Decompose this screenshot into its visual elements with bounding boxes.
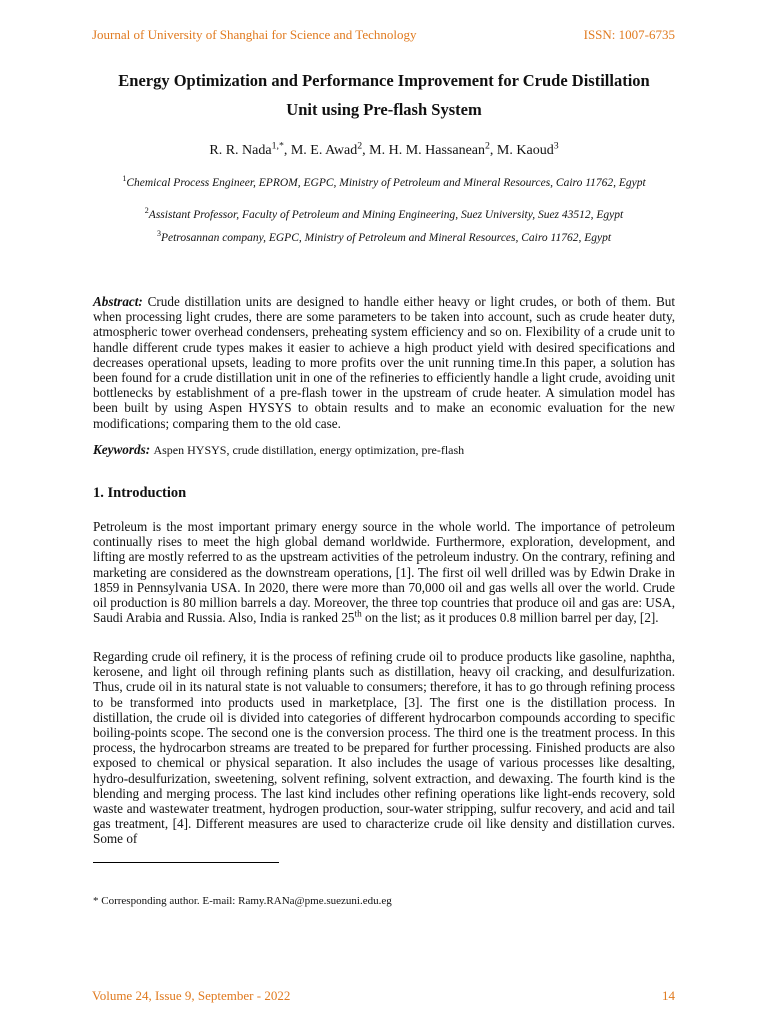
affiliation-number: 3 [156,229,161,239]
paper-title [60,66,708,124]
footnote-divider [93,862,279,863]
author-list [60,140,708,159]
intro-text: on the list; as it produces 0.8 million barrel per day, [2]. [361,610,659,626]
abstract [93,294,675,431]
keywords-text: Aspen HYSYS, crude distillation, energy optimization, pre-flash [153,443,465,457]
section-heading: 1. Introduction [93,485,187,501]
intro-paragraph-2: Regarding crude oil refinery, it is the process of refining crude oil to produce products like gasoline, naphtha, kerosene, and light oil through refining plants such as distillation, heavy oil cracking, and desulfurization. Thus, crude oil in its natural state is not valuable to consumers; therefore, it has to go through refining process to be transformed into products used in marketplace, [3]. The first one is the distillation process. In distillation, the crude oil is divided into categories of different hydrocarbon compounds according to specific boiling-points scope. The second one is the conversion process. The third one is the treatment process. In this process, the hydrocarbon streams are treated to be prepared for further processing. Finished products are also exposed to chemical or physical separation. It also includes the usage of various processes like desalting, hydro-desulfurization, sweetening, solvent refining, solvent extraction, and dewaxing. The fourth kind is the blending and merging process. The last kind includes other refining operations like light-ends recovery, sold waste and wastewater treatment, hydrogen production, sour-water stripping, sulfur recovery, and acid and tail gas treatment, [4]. Different measures are used to characterize crude oil like density and distillation curves. Some of [93,649,675,847]
keywords-label: Keywords: [93,442,151,457]
author-superscript: 3 [553,140,559,152]
intro-paragraph-1 [93,519,675,625]
intro-text: Petroleum is the most important primary energy source in the whole world. The importance of petroleum continually rises to meet the high global demand worldwide. Furthermore, exploration, development, and lifting are mostly referred to as the upstream activities of the petroleum industry. On the contrary, refining and marketing are considered as the downstream operations, [1]. The first oil well drilled was by Edwin Drake in 1859 in Pennsylvania USA. In 2020, there were more than 70,000 oil and gas wells all over the world. Crude oil production is 80 million barrels a day. Moreover, the three top countries that produce oil and gas are: USA, Saudi Arabia and Russia. Also, India is ranked 25 [93,519,675,626]
affiliation-text: Assistant Professor, Faculty of Petroleum and Mining Engineering, Suez University, Suez 43512, Egypt [148,209,624,221]
title-line-1: Energy Optimization and Performance Improvement for Crude Distillation [118,71,650,90]
author-separator: , [489,143,497,158]
author-superscript: 1,* [271,140,284,152]
affiliation-3 [100,231,668,246]
affiliation-number: 2 [144,206,149,216]
journal-name: Journal of University of Shanghai for Science and Technology [92,27,417,42]
title-line-2: Unit using Pre-flash System [286,100,482,119]
keywords [93,442,675,458]
volume-info: Volume 24, Issue 9, September - 2022 [92,988,291,1003]
author-superscript: 2 [357,140,363,152]
page-number: 14 [662,988,675,1003]
author: M. Kaoud [496,143,554,158]
affiliation-text: Petrosannan company, EGPC, Ministry of Petroleum and Mineral Resources, Cairo 11762, Egypt [160,232,612,244]
issn: ISSN: 1007-6735 [583,27,675,42]
author-separator: , [362,143,370,158]
affiliation-number: 1 [122,174,127,184]
author-separator: , [283,143,291,158]
author-superscript: 2 [485,140,490,152]
author: R. R. Nada [209,143,272,158]
abstract-label: Abstract: [93,294,143,309]
affiliation-text: Chemical Process Engineer, EPROM, EGPC, Ministry of Petroleum and Mineral Resources, Cairo 11762, Egypt [126,177,646,189]
corresponding-author-footnote: * Corresponding author. E-mail: Ramy.RANa@pme.suezuni.edu.eg [93,895,392,907]
author: M. E. Awad [290,143,358,158]
affiliation-2 [100,208,668,223]
affiliation-1 [100,176,668,191]
abstract-text: Crude distillation units are designed to handle either heavy or light crudes, or both of them. But when processing light crudes, there are some parameters to be taken into account, such as crude heater duty, atmospheric tower overhead condensers, preheating system efficiency and so on. Flexibility of a crude unit to handle different crude types makes it easier to achieve a high product yield with desired specifications and decreases operational upsets, leading to more profits over the unit running time.In this paper, a solution has been found for a crude distillation unit in one of the refineries to efficiently handle a light crude, avoiding unit bottlenecks by establishment of a pre-flash tower in the upstream of crude heater. A simulation model has been built by using Aspen HYSYS to obtain results and to make an economic evaluation for the new modifications; comparing them to the old case. [93,294,675,431]
author: M. H. M. Hassanean [369,143,486,158]
ordinal-superscript: th [354,608,362,619]
